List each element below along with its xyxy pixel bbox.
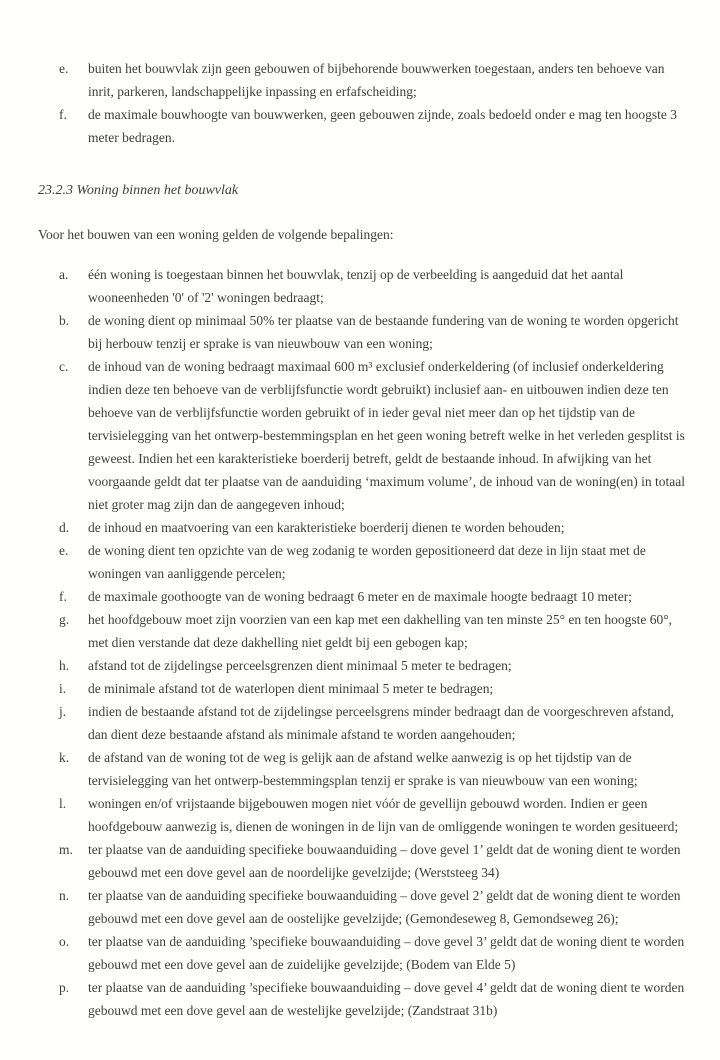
list-item [38,57,686,103]
list-item-text: indien de bestaande afstand tot de zijdelingse perceelsgrens minder bedraagt dan de voorgeschreven afstand, dan dient deze bestaande afstand als minimale afstand te worden aangehouden; [88,704,675,742]
list-item [38,884,686,930]
list-item [38,539,686,585]
list-item-marker: l. [59,796,67,811]
list-item-text: de minimale afstand tot de waterlopen dient minimaal 5 meter te bedragen; [88,681,494,696]
list-item-text: de maximale goothoogte van de woning bedraagt 6 meter en de maximale hoogte bedraagt 10 meter; [88,589,632,604]
list-item-marker: f. [59,589,67,604]
list-item [38,608,686,654]
list-item [38,355,686,516]
list-item [38,516,686,539]
list-item-text: afstand tot de zijdelingse perceelsgrenzen dient minimaal 5 meter te bedragen; [88,658,512,673]
list-item-text: de inhoud en maatvoering van een karakteristieke boerderij dienen te worden behouden; [88,520,565,535]
list-item-marker: c. [59,359,69,374]
list-item-marker: b. [59,313,70,328]
list-item-text: de afstand van de woning tot de weg is gelijk aan de afstand welke aanwezig is op het tijdstip van de tervisielegging van het ontwerp-bestemmingsplan tenzij er sprake is van nieuwbouw van een woning; [88,750,638,788]
list-item-marker: h. [59,658,70,673]
list-item [38,976,686,1022]
list-item-text: ter plaatse van de aanduiding specifieke bouwaanduiding – dove gevel 2’ geldt dat de woning dient te worden gebouwd met een dove gevel aan de oostelijke gevelzijde; (Gemondeseweg 8, Gemondseweg 26); [88,888,681,926]
list-item-text: de maximale bouwhoogte van bouwwerken, geen gebouwen zijnde, zoals bedoeld onder e mag ten hoogste 3 meter bedragen. [88,107,677,145]
list-item-text: één woning is toegestaan binnen het bouwvlak, tenzij op de verbeelding is aangeduid dat het aantal wooneenheden '0' of '2' woningen bedraagt; [88,267,624,305]
list-item [38,103,686,149]
list-item-marker: d. [59,520,70,535]
list-item-marker: g. [59,612,70,627]
list-item-marker: a. [59,267,69,282]
list-item [38,838,686,884]
list-item [38,930,686,976]
list-item [38,677,686,700]
list-item-marker: p. [59,980,70,995]
section-heading: 23.2.3 Woning binnen het bouwvlak [38,183,239,198]
list-item-marker: e. [59,61,69,76]
list-item-marker: j. [59,704,67,719]
rules-list [38,263,686,1022]
list-item-text: ter plaatse van de aanduiding specifieke bouwaanduiding – dove gevel 1’ geldt dat de woning dient te worden gebouwd met een dove gevel aan de noordelijke gevelzijde; (Werststeeg 34) [88,842,681,880]
list-item-text: ter plaatse van de aanduiding ’specifieke bouwaanduiding – dove gevel 3’ geldt dat de woning dient te worden gebouwd met een dove gevel aan de zuidelijke gevelzijde; (Bodem van Elde 5) [88,934,685,972]
list-item-text: de woning dient op minimaal 50% ter plaatse van de bestaande fundering van de woning te worden opgericht bij herbouw tenzij er sprake is van nieuwbouw van een woning; [88,313,679,351]
list-item [38,585,686,608]
intro-rule-list [38,57,686,149]
list-item [38,263,686,309]
list-item [38,700,686,746]
list-item-marker: i. [59,681,67,696]
list-item-marker: o. [59,934,70,949]
list-item-marker: f. [59,107,67,122]
list-item-marker: e. [59,543,69,558]
list-item-text: buiten het bouwvlak zijn geen gebouwen of bijbehorende bouwwerken toegestaan, anders ten behoeve van inrit, parkeren, landschappelijke inpassing en erfafscheiding; [88,61,665,99]
list-item-text: ter plaatse van de aanduiding ’specifieke bouwaanduiding – dove gevel 4’ geldt dat de woning dient te worden gebouwd met een dove gevel aan de westelijke gevelzijde; (Zandstraat 31b) [88,980,685,1018]
list-item [38,309,686,355]
list-item-text: de inhoud van de woning bedraagt maximaal 600 m³ exclusief onderkeldering (of inclusief onderkeldering indien deze ten behoeve van de verblijfsfunctie wordt gebruikt) inclusief aan- en uitbouwen indien deze ten behoeve van de verblijfsfunctie worden gebruikt of in ieder geval niet meer dan op het tijdstip van de tervisielegging van het ontwerp-bestemmingsplan en het geen woning betreft welke in het verleden gesplitst is geweest. Indien het een karakteristieke boerderij betreft, geldt de bestaande inhoud. In afwijking van het voorgaande geldt dat ter plaatse van de aanduiding ‘maximum volume’, de inhoud van de woning(en) in totaal niet groter mag zijn dan de aangegeven inhoud; [88,359,685,512]
list-item-text: het hoofdgebouw moet zijn voorzien van een kap met een dakhelling van ten minste 25° en ten hoogste 60°, met dien verstande dat deze dakhelling niet geldt bij een gebogen kap; [88,612,673,650]
list-item-text: de woning dient ten opzichte van de weg zodanig te worden gepositioneerd dat deze in lijn staat met de woningen van aanliggende percelen; [88,543,646,581]
list-item [38,746,686,792]
list-item-marker: m. [59,842,73,857]
list-item [38,654,686,677]
list-item-text: woningen en/of vrijstaande bijgebouwen mogen niet vóór de gevellijn gebouwd worden. Indien er geen hoofdgebouw aanwezig is, dienen de woningen in de lijn van de omliggende woningen te worden gesitueerd; [88,796,679,834]
intro-paragraph: Voor het bouwen van een woning gelden de volgende bepalingen: [38,227,394,242]
list-item [38,792,686,838]
list-item-marker: n. [59,888,70,903]
list-item-marker: k. [59,750,70,765]
